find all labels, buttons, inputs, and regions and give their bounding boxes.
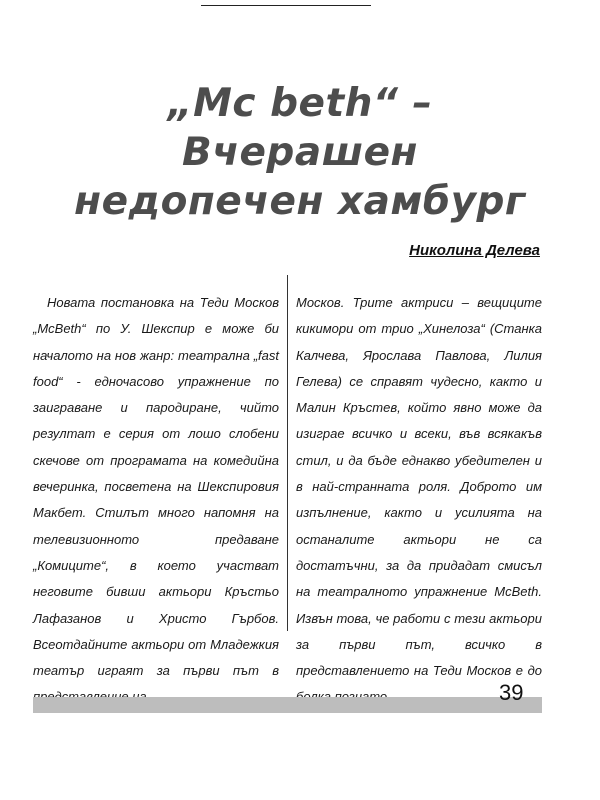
column-divider [287,275,288,631]
page-number: 39 [499,680,524,705]
title-line-2: недопечен хамбург [74,178,526,224]
body-column-left: Новата постановка на Теди Москов „McBeth“ по У. Шекспир е може би началото на нов жанр: театрална „fast food“ - едночасово упражнение по заиграване и пародиране, чийто резултат е серия от лошо слобени скечове от програмата на комедийна вечеринка, посветена на Шекспировия Макбет. Стилът много напомня на телевизионното предаване „Комиците“, в което участват неговите бивши актьори Кръстьо Лафазанов и Христо Гърбов. Всеотдайните актьори от Младежкия театър играят за първи път в [33,295,279,679]
title-line-1: „Mc beth“ – Вчерашен [167,81,433,175]
article-title [60,80,540,226]
author-byline: Николина Делева [409,242,540,259]
footer-bar [33,697,542,713]
top-rule [201,5,371,6]
body-column-right: Москов. Трите актриси – вещиците кикимори от трио „Хинелоза“ (Станка Калчева, Ярослава Павлова, Лилия Гелева) се справят чудесно, както и Малин Кръстев, който явно може да изиграе всичко и всеки, във всякакъв стил, и да бъде еднакво убедителен и в най-странната роля. Доброто им изпълнение, както и усилията на останалите актьори не са достатъчни, за да придадат смисъл на театралното упражнение McBeth. Извън това, че работи с тези актьори за първи път, всичко в представлението на Теди Москов е до [296,295,542,679]
